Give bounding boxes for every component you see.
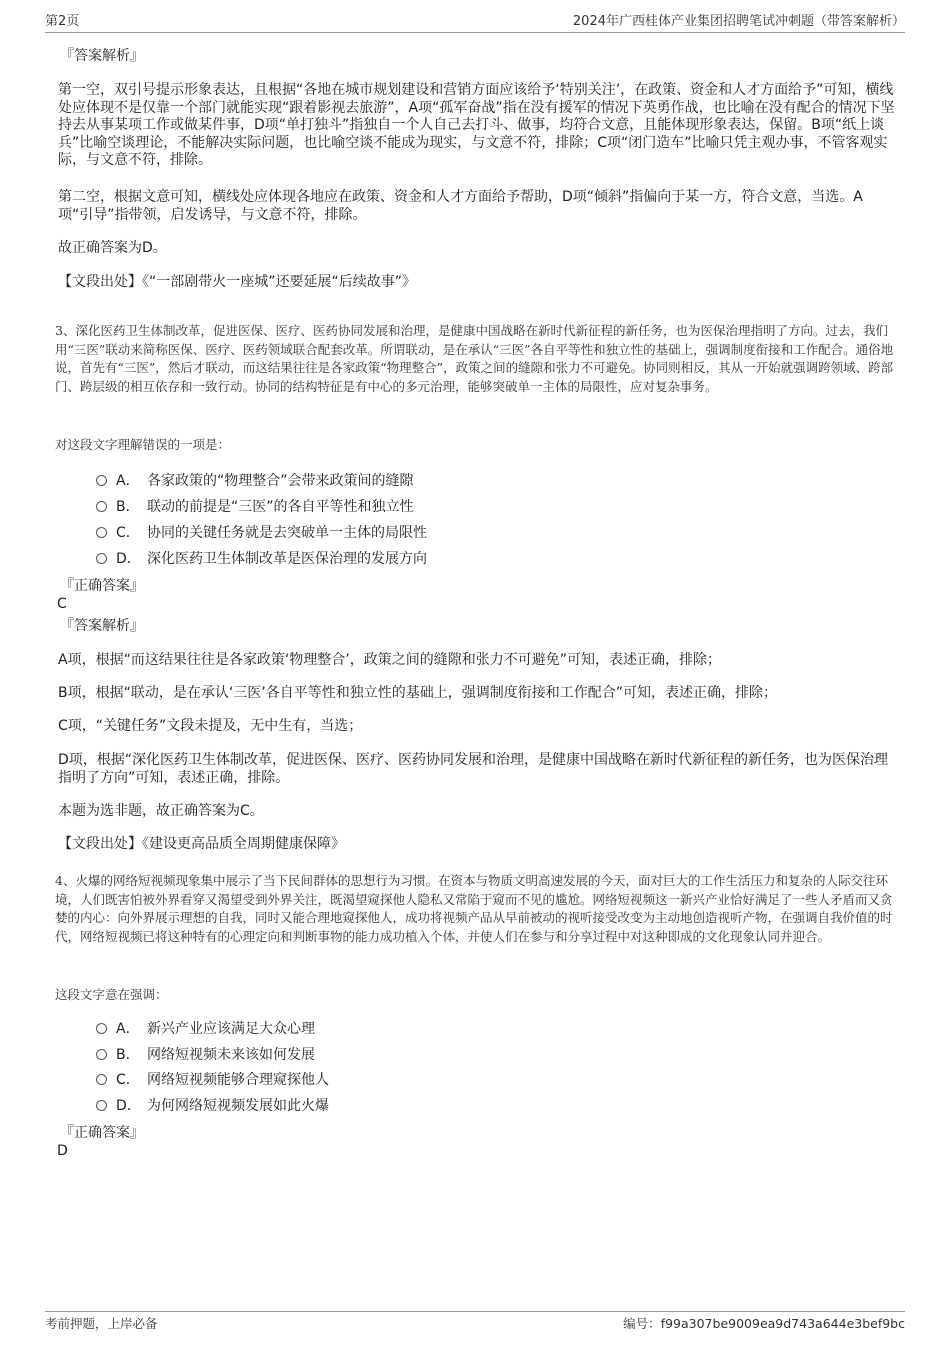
radio-button-icon[interactable] (96, 475, 107, 486)
radio-button-icon[interactable] (96, 1049, 107, 1060)
source-citation: 【文段出处】《“一部剧带火一座城”还要延展“后续故事”》 (58, 274, 417, 290)
analysis-paragraph-1: 第一空，双引号提示形象表达，且根据“各地在城市规划建设和营销方面应该给予‘特别关注’，在政策、资金和人才方面给予”可知，横线处应体现不是仅靠一个部门就能实现“跟着影视去旅游”，A项“孤军奋战”指在没有援军的情况下英勇作战，也比喻在没有配合的情况下坚持去从事某项工作或做某件事，D项“单打独斗”指独自一个人自己去打斗、做事，均符合文意，且能体现形象表达，保留。B项“纸上谈兵”比喻空谈理论，不能解决实际问题，也比喻空谈不能成为现实，与文意不符，排除；C项“闭门造车”比喻只凭主观办事，不管客观实际，与文意不符，排除。 (58, 82, 895, 168)
source-citation: 【文段出处】《建设更高品质全周期健康保障》 (58, 836, 345, 852)
analysis-option-d: D项，根据“深化医药卫生体制改革，促进医保、医疗、医药协同发展和治理，是健康中国战略在新时代新征程的新任务，也为医保治理指明了方向”可知，表述正确，排除。 (58, 752, 889, 786)
option-text: 网络短视频未来该如何发展 (147, 1047, 315, 1063)
radio-button-icon[interactable] (96, 553, 107, 564)
radio-button-icon[interactable] (96, 501, 107, 512)
question-3-option-d[interactable]: D． 深化医药卫生体制改革是医保治理的发展方向 (96, 549, 427, 569)
page-number: 第2页 (45, 14, 80, 29)
analysis-conclusion: 故正确答案为D。 (58, 240, 167, 256)
option-text: 各家政策的“物理整合”会带来政策间的缝隙 (147, 473, 414, 489)
document-code (623, 1314, 905, 1334)
option-text: 新兴产业应该满足大众心理 (147, 1021, 315, 1037)
question-4-prompt: 这段文字意在强调： (55, 987, 168, 1002)
analysis-paragraph-2: 第二空，根据文意可知，横线处应体现各地应在政策、资金和人才方面给予帮助，D项“倾斜”指偏向于某一方，符合文意，当选。A项“引导”指带领，启发诱导，与文意不符，排除。 (58, 189, 863, 223)
correct-answer-value: D (57, 1143, 68, 1159)
question-4-stem: 4、火爆的网络短视频现象集中展示了当下民间群体的思想行为习惯。在资本与物质文明高速发展的今天，面对巨大的工作生活压力和复杂的人际交往环境，人们既害怕被外界看穿又渴望受到外界关注，既渴望窥探他人隐私又常陷于窥而不见的尴尬。网络短视频这一新兴产业恰好满足了一些人矛盾而又贪婪的内心：向外界展示理想的自我，同时又能合理地窥探他人，成功将视频产品从早前被动的视听接受改变为主动地创造视听产物，在强调自我价值的时代，网络短视频已将这种特有的心理定向和判断事物的能力成功植入个体，并使人们在参与和分享过程中对这种即成的文化现象认同并迎合。 (55, 873, 893, 944)
option-text: 为何网络短视频发展如此火爆 (147, 1098, 329, 1114)
question-4-option-c[interactable]: C． 网络短视频能够合理窥探他人 (96, 1070, 329, 1090)
analysis-option-c: C项，“关键任务”文段未提及，无中生有，当选； (58, 718, 363, 734)
question-3-stem: 3、深化医药卫生体制改革，促进医保、医疗、医药协同发展和治理，是健康中国战略在新时代新征程的新任务，也为医保治理指明了方向。过去，我们用“三医”联动来简称医保、医疗、医药领域联合配套改革。所谓联动，是在承认“三医”各自平等性和独立性的基础上，强调制度衔接和工作配合。通俗地说，首先有“三医”，然后才联动，而这结果往往是各家政策“物理整合”，政策之间的缝隙和张力不可避免。协同则相反，其从一开始就强调跨领域、跨部门、跨层级的相互依存和一致行动。协同的结构特征是有中心的多元治理，能够突破单一主体的局限性，应对复杂事务。 (55, 323, 894, 394)
option-text: 联动的前提是“三医”的各自平等性和独立性 (147, 499, 414, 515)
option-text: 深化医药卫生体制改革是医保治理的发展方向 (147, 551, 427, 567)
question-4-option-b[interactable]: B． 网络短视频未来该如何发展 (96, 1045, 315, 1065)
correct-answer-label: 『正确答案』 (60, 578, 144, 594)
document-code-value: f99a307be9009ea9d743a644e3bef9bc (660, 1316, 905, 1331)
correct-answer-label: 『正确答案』 (60, 1125, 144, 1141)
question-3-option-b[interactable]: B． 联动的前提是“三医”的各自平等性和独立性 (96, 497, 414, 517)
radio-button-icon[interactable] (96, 1074, 107, 1085)
analysis-option-a: A项，根据“而这结果往往是各家政策‘物理整合’，政策之间的缝隙和张力不可避免”可知，表述正确，排除； (58, 652, 721, 668)
question-3-option-c[interactable]: C． 协同的关键任务就是去突破单一主体的局限性 (96, 523, 427, 543)
page-header (45, 12, 905, 33)
radio-button-icon[interactable] (96, 1023, 107, 1034)
analysis-label: 『答案解析』 (60, 618, 144, 634)
question-3-prompt: 对这段文字理解错误的一项是： (55, 437, 231, 452)
question-4-option-a[interactable]: A． 新兴产业应该满足大众心理 (96, 1019, 315, 1039)
page-footer (45, 1311, 905, 1334)
question-3-option-a[interactable]: A． 各家政策的“物理整合”会带来政策间的缝隙 (96, 471, 414, 491)
radio-button-icon[interactable] (96, 527, 107, 538)
option-text: 协同的关键任务就是去突破单一主体的局限性 (147, 525, 427, 541)
correct-answer-value: C (57, 596, 67, 612)
document-title: 2024年广西桂体产业集团招聘笔试冲刺题（带答案解析） (572, 14, 905, 29)
footer-slogan: 考前押题，上岸必备 (45, 1316, 158, 1331)
radio-button-icon[interactable] (96, 1100, 107, 1111)
document-code-label: 编号： (623, 1316, 661, 1331)
question-4-option-d[interactable]: D． 为何网络短视频发展如此火爆 (96, 1096, 329, 1116)
analysis-label: 『答案解析』 (60, 48, 144, 64)
option-text: 网络短视频能够合理窥探他人 (147, 1072, 329, 1088)
analysis-option-b: B项，根据“联动，是在承认‘三医’各自平等性和独立性的基础上，强调制度衔接和工作配合”可知，表述正确，排除； (58, 685, 778, 701)
analysis-conclusion: 本题为选非题，故正确答案为C。 (58, 803, 264, 819)
